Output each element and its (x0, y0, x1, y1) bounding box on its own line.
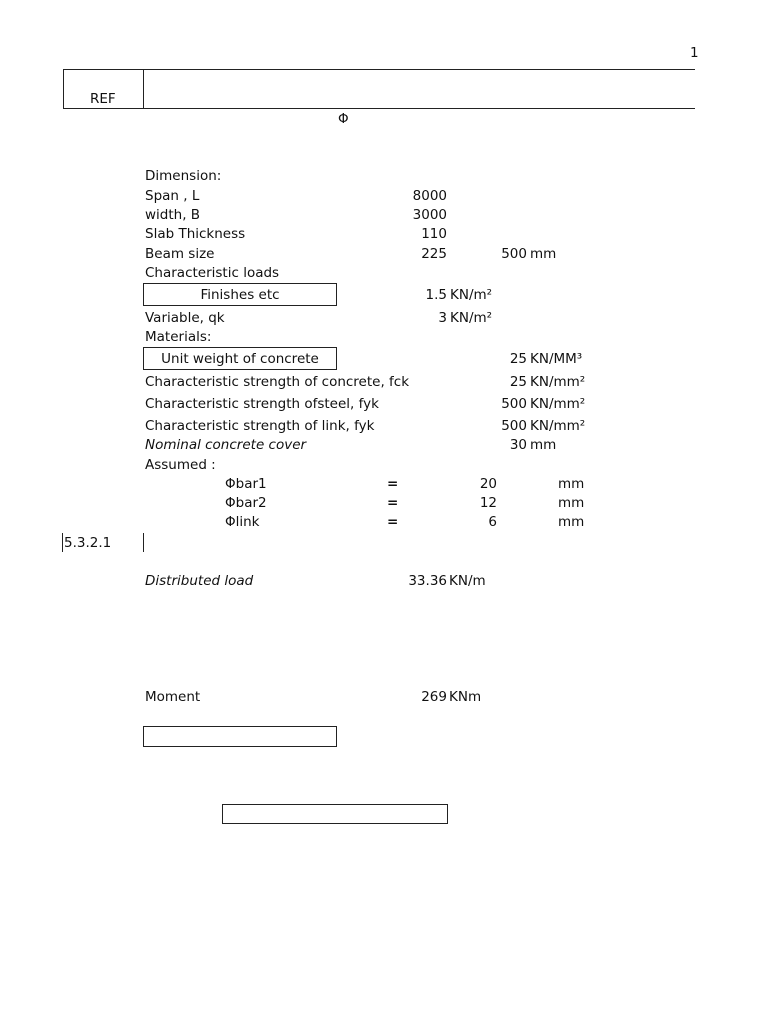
link-strength-label: Characteristic strength of link, fyk (145, 418, 375, 434)
page-number: 1 (690, 45, 699, 61)
dimension-heading: Dimension: (145, 168, 222, 184)
phibar1-label: Φbar1 (225, 476, 267, 492)
variable-value: 3 (438, 310, 447, 326)
moment-unit: KNm (449, 689, 482, 705)
assumed-heading: Assumed : (145, 457, 216, 473)
clause-ref: 5.3.2.1 (64, 535, 112, 551)
phibar1-equals: = (387, 476, 399, 492)
beam-size-label: Beam size (145, 246, 215, 262)
header-ref-divider (143, 69, 144, 108)
clause-ref-divider (143, 533, 144, 552)
phibar2-value: 12 (479, 495, 497, 511)
fck-value: 25 (509, 374, 527, 390)
link-strength-unit: KN/mm² (530, 418, 586, 434)
finishes-unit: KN/m² (450, 287, 493, 303)
moment-value: 269 (421, 689, 447, 705)
philink-value: 6 (488, 514, 497, 530)
philink-equals: = (387, 514, 399, 530)
distributed-load-value: 33.36 (408, 573, 447, 589)
width-value: 3000 (412, 207, 447, 223)
loads-heading: Characteristic loads (145, 265, 280, 281)
slab-thickness-value: 110 (421, 226, 447, 242)
phibar2-label: Φbar2 (225, 495, 267, 511)
variable-label: Variable, qk (145, 310, 225, 326)
empty-box-1 (143, 726, 337, 747)
philink-label: Φlink (225, 514, 260, 530)
cover-label: Nominal concrete cover (145, 437, 307, 453)
ref-label: REF (90, 91, 116, 107)
beam-size-width: 225 (421, 246, 447, 262)
fyk-unit: KN/mm² (530, 396, 586, 412)
phibar1-value: 20 (479, 476, 497, 492)
beam-size-depth: 500 (501, 246, 527, 262)
moment-label: Moment (145, 689, 201, 705)
variable-unit: KN/m² (450, 310, 493, 326)
distributed-load-label: Distributed load (145, 573, 254, 589)
distributed-load-unit: KN/m (449, 573, 486, 589)
fck-unit: KN/mm² (530, 374, 586, 390)
fyk-value: 500 (501, 396, 527, 412)
link-strength-value: 500 (501, 418, 527, 434)
empty-box-2 (222, 804, 448, 824)
unit-weight-unit: KN/MM³ (530, 351, 583, 367)
header-bottom-rule (63, 108, 695, 109)
finishes-label: Finishes etc (200, 287, 280, 303)
fyk-label: Characteristic strength ofsteel, fyk (145, 396, 379, 412)
philink-unit: mm (558, 514, 585, 530)
header-left-border (63, 69, 64, 108)
width-label: width, B (145, 207, 201, 223)
unit-weight-label: Unit weight of concrete (161, 351, 319, 367)
fck-label: Characteristic strength of concrete, fck (145, 374, 410, 390)
header-top-rule (63, 69, 695, 70)
phibar2-equals: = (387, 495, 399, 511)
phi-symbol: Φ (338, 111, 349, 127)
clause-left-mark (62, 533, 63, 552)
span-value: 8000 (412, 188, 447, 204)
phibar2-unit: mm (558, 495, 585, 511)
slab-thickness-label: Slab Thickness (145, 226, 246, 242)
finishes-value: 1.5 (425, 287, 447, 303)
materials-heading: Materials: (145, 329, 212, 345)
cover-value: 30 (509, 437, 527, 453)
unit-weight-value: 25 (509, 351, 527, 367)
beam-size-unit: mm (530, 246, 557, 262)
span-label: Span , L (145, 188, 200, 204)
cover-unit: mm (530, 437, 557, 453)
phibar1-unit: mm (558, 476, 585, 492)
